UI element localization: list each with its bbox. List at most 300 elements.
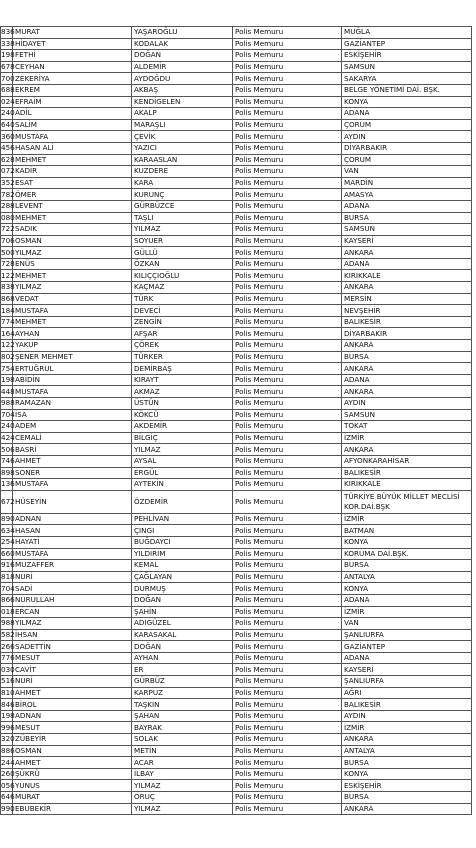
table-row: [1, 803, 472, 815]
table-row: [1, 490, 472, 513]
first-name-cell: NURİ: [13, 571, 132, 583]
first-name-cell: EBUBEKİR: [13, 803, 132, 815]
row-number-cell: 846: [1, 699, 15, 709]
first-name-cell: SADETTİN: [13, 641, 132, 653]
table-row: [1, 374, 472, 386]
row-number-cell: 506: [1, 444, 15, 454]
first-name-cell: RAMAZAN: [13, 398, 132, 410]
first-name-cell: HİDAYET: [13, 38, 132, 50]
table-row: [1, 768, 472, 780]
row-number-cell: 628: [1, 154, 15, 164]
rank-cell: Polis Memuru: [233, 142, 342, 154]
first-name-cell: ERTUĞRUL: [13, 363, 132, 375]
table-row: [1, 154, 472, 166]
last-name-cell: YILMAZ: [132, 780, 233, 792]
table-row: [1, 409, 472, 421]
first-name-cell: HASAN ALİ: [13, 142, 132, 154]
table-row: [1, 258, 472, 270]
row-number-cell: 266: [1, 641, 15, 651]
rank-cell: Polis Memuru: [233, 594, 342, 606]
row-number-cell: 122: [1, 340, 15, 350]
last-name-cell: AYHAN: [132, 652, 233, 664]
table-row: [1, 119, 472, 131]
rank-cell: Polis Memuru: [233, 722, 342, 734]
unit-cell: SAKARYA: [342, 73, 472, 85]
row-number-cell: 838: [1, 282, 15, 292]
first-name-cell: CEMALİ: [13, 432, 132, 444]
table-row: [1, 293, 472, 305]
last-name-cell: ACAR: [132, 757, 233, 769]
unit-cell: ESKİŞEHİR: [342, 50, 472, 62]
first-name-cell: ADEM: [13, 421, 132, 433]
first-name-cell: MEHMET: [13, 212, 132, 224]
unit-cell: ÇORUM: [342, 154, 472, 166]
first-name-cell: BİROL: [13, 699, 132, 711]
rank-cell: Polis Memuru: [233, 792, 342, 804]
first-name-cell: HASAN: [13, 525, 132, 537]
last-name-cell: ER: [132, 664, 233, 676]
first-name-cell: OSMAN: [13, 235, 132, 247]
rank-cell: Polis Memuru: [233, 513, 342, 525]
unit-cell: MARDİN: [342, 177, 472, 189]
first-name-cell: NURİ: [13, 676, 132, 688]
first-name-cell: EKREM: [13, 84, 132, 96]
last-name-cell: BAYRAK: [132, 722, 233, 734]
rank-cell: Polis Memuru: [233, 235, 342, 247]
table-row: [1, 282, 472, 294]
first-name-cell: ERCAN: [13, 606, 132, 618]
table-row: [1, 166, 472, 178]
unit-cell: BURSA: [342, 351, 472, 363]
last-name-cell: AKMAZ: [132, 386, 233, 398]
table-row: [1, 676, 472, 688]
table-row: [1, 224, 472, 236]
table-row: [1, 84, 472, 96]
last-name-cell: KÖKCÜ: [132, 409, 233, 421]
rank-cell: Polis Memuru: [233, 154, 342, 166]
row-number-cell: 018: [1, 606, 15, 616]
table-row: [1, 664, 472, 676]
table-row: [1, 316, 472, 328]
last-name-cell: AKDEMİR: [132, 421, 233, 433]
last-name-cell: BUĞDAYCI: [132, 536, 233, 548]
unit-cell: BURSA: [342, 792, 472, 804]
first-name-cell: OSMAN: [13, 745, 132, 757]
row-number-cell: 704: [1, 583, 15, 593]
rank-cell: Polis Memuru: [233, 398, 342, 410]
first-name-cell: YAKUP: [13, 340, 132, 352]
table-row: [1, 351, 472, 363]
last-name-cell: ALDEMİR: [132, 61, 233, 73]
first-name-cell: ABİDİN: [13, 374, 132, 386]
row-number-cell: 198: [1, 50, 15, 60]
row-number-cell: 456: [1, 143, 15, 153]
unit-cell: İZMİR: [342, 722, 472, 734]
row-number-cell: 746: [1, 456, 15, 466]
row-number-cell: 184: [1, 305, 15, 315]
table-row: [1, 177, 472, 189]
row-number-cell: 260: [1, 769, 15, 779]
first-name-cell: MEHMET: [13, 270, 132, 282]
unit-cell: KONYA: [342, 96, 472, 108]
row-number-cell: 782: [1, 189, 15, 199]
table-row: [1, 363, 472, 375]
first-name-cell: NURULLAH: [13, 594, 132, 606]
unit-cell: AYDIN: [342, 131, 472, 143]
last-name-cell: AKALP: [132, 108, 233, 120]
table-row: [1, 641, 472, 653]
row-number-cell: 360: [1, 131, 15, 141]
unit-cell: SAMSUN: [342, 61, 472, 73]
unit-cell: KONYA: [342, 768, 472, 780]
first-name-cell: MESUT: [13, 652, 132, 664]
first-name-cell: YILMAZ: [13, 618, 132, 630]
first-name-cell: ADİL: [13, 108, 132, 120]
table-row: [1, 792, 472, 804]
unit-cell: ADANA: [342, 258, 472, 270]
table-row: [1, 479, 472, 491]
rank-cell: Polis Memuru: [233, 305, 342, 317]
table-row: [1, 652, 472, 664]
row-number-cell: 802: [1, 351, 15, 361]
first-name-cell: SALİM: [13, 119, 132, 131]
row-number-cell: 988: [1, 618, 15, 628]
unit-cell: ADANA: [342, 200, 472, 212]
row-number-cell: 898: [1, 467, 15, 477]
rank-cell: Polis Memuru: [233, 351, 342, 363]
last-name-cell: YAŞAROĞLU: [132, 27, 233, 39]
row-number-cell: 288: [1, 201, 15, 211]
last-name-cell: KIRAYT: [132, 374, 233, 386]
row-number-cell: 706: [1, 235, 15, 245]
first-name-cell: CEYHAN: [13, 61, 132, 73]
row-number-cell: 424: [1, 433, 15, 443]
table-row: [1, 189, 472, 201]
first-name-cell: KADİR: [13, 166, 132, 178]
row-number-cell: 728: [1, 259, 15, 269]
last-name-cell: ŞAHAN: [132, 710, 233, 722]
last-name-cell: ÇINGI: [132, 525, 233, 537]
first-name-cell: MUSTAFA: [13, 305, 132, 317]
rank-cell: Polis Memuru: [233, 119, 342, 131]
unit-cell: ANKARA: [342, 363, 472, 375]
rank-cell: Polis Memuru: [233, 328, 342, 340]
rank-cell: Polis Memuru: [233, 374, 342, 386]
table-row: [1, 200, 472, 212]
row-number-cell: 448: [1, 386, 15, 396]
last-name-cell: DOĞAN: [132, 641, 233, 653]
row-number-cell: 352: [1, 178, 15, 188]
rank-cell: Polis Memuru: [233, 490, 342, 513]
table-row: [1, 386, 472, 398]
table-row: [1, 142, 472, 154]
row-number-cell: 516: [1, 676, 15, 686]
rank-cell: Polis Memuru: [233, 177, 342, 189]
unit-cell: BURSA: [342, 757, 472, 769]
first-name-cell: HÜSEYİN: [13, 490, 132, 513]
row-number-cell: 688: [1, 85, 15, 95]
row-number-cell: 136: [1, 479, 15, 489]
row-number-cell: 774: [1, 317, 15, 327]
last-name-cell: ORUÇ: [132, 792, 233, 804]
first-name-cell: ÖMER: [13, 189, 132, 201]
row-number-cell: 990: [1, 803, 15, 813]
row-number-cell: 704: [1, 409, 15, 419]
row-number-cell: 244: [1, 757, 15, 767]
unit-cell: KAYSERİ: [342, 235, 472, 247]
last-name-cell: GÜRBÜZCE: [132, 200, 233, 212]
last-name-cell: TÜRK: [132, 293, 233, 305]
last-name-cell: ÇEVİK: [132, 131, 233, 143]
rank-cell: Polis Memuru: [233, 536, 342, 548]
rank-cell: Polis Memuru: [233, 757, 342, 769]
first-name-cell: MUSTAFA: [13, 131, 132, 143]
first-name-cell: MUSTAFA: [13, 548, 132, 560]
last-name-cell: TAŞKIN: [132, 699, 233, 711]
table-row: [1, 571, 472, 583]
first-name-cell: SONER: [13, 467, 132, 479]
last-name-cell: METİN: [132, 745, 233, 757]
unit-cell: KIRIKKALE: [342, 479, 472, 491]
table-row: [1, 455, 472, 467]
rank-cell: Polis Memuru: [233, 745, 342, 757]
row-number-cell: 988: [1, 398, 15, 408]
row-number-cell: 320: [1, 734, 15, 744]
unit-cell: MERSİN: [342, 293, 472, 305]
unit-cell: ANTALYA: [342, 571, 472, 583]
row-number-cell: 240: [1, 421, 15, 431]
last-name-cell: TÜRKER: [132, 351, 233, 363]
unit-cell: ANTALYA: [342, 745, 472, 757]
unit-cell: İZMİR: [342, 432, 472, 444]
last-name-cell: KENDİGELEN: [132, 96, 233, 108]
last-name-cell: DOĞAN: [132, 50, 233, 62]
last-name-cell: KILIÇÇIOĞLU: [132, 270, 233, 282]
rank-cell: Polis Memuru: [233, 421, 342, 433]
rank-cell: Polis Memuru: [233, 409, 342, 421]
first-name-cell: MEHMET: [13, 154, 132, 166]
unit-cell: AFYONKARAHİSAR: [342, 455, 472, 467]
rank-cell: Polis Memuru: [233, 200, 342, 212]
first-name-cell: YILMAZ: [13, 247, 132, 259]
personnel-table-body: [1, 27, 472, 815]
table-row: [1, 247, 472, 259]
last-name-cell: AFŞAR: [132, 328, 233, 340]
unit-cell: ANKARA: [342, 340, 472, 352]
personnel-table: [0, 26, 472, 815]
table-row: [1, 108, 472, 120]
table-row: [1, 734, 472, 746]
last-name-cell: BİLGİÇ: [132, 432, 233, 444]
row-number-cell: 660: [1, 548, 15, 558]
table-row: [1, 328, 472, 340]
first-name-cell: ŞENER MEHMET: [13, 351, 132, 363]
unit-cell: BALIKESİR: [342, 467, 472, 479]
last-name-cell: AKBAŞ: [132, 84, 233, 96]
row-number-cell: 640: [1, 120, 15, 130]
last-name-cell: DEVECİ: [132, 305, 233, 317]
last-name-cell: KARAASLAN: [132, 154, 233, 166]
table-row: [1, 96, 472, 108]
first-name-cell: SADİ: [13, 583, 132, 595]
rank-cell: Polis Memuru: [233, 96, 342, 108]
last-name-cell: AYTEKİN: [132, 479, 233, 491]
rank-cell: Polis Memuru: [233, 386, 342, 398]
rank-cell: Polis Memuru: [233, 444, 342, 456]
table-row: [1, 421, 472, 433]
row-number-cell: 122: [1, 270, 15, 280]
rank-cell: Polis Memuru: [233, 618, 342, 630]
row-number-cell: 198: [1, 375, 15, 385]
table-row: [1, 745, 472, 757]
first-name-cell: ENÜS: [13, 258, 132, 270]
table-row: [1, 305, 472, 317]
first-name-cell: ADNAN: [13, 513, 132, 525]
row-number-cell: 836: [1, 27, 15, 37]
first-name-cell: MEHMET: [13, 316, 132, 328]
last-name-cell: KEMAL: [132, 560, 233, 572]
row-number-cell: 700: [1, 73, 15, 83]
row-number-cell: 890: [1, 514, 15, 524]
row-number-cell: 254: [1, 537, 15, 547]
last-name-cell: DURMUŞ: [132, 583, 233, 595]
table-row: [1, 687, 472, 699]
last-name-cell: YILMAZ: [132, 803, 233, 815]
unit-cell: AYDIN: [342, 398, 472, 410]
rank-cell: Polis Memuru: [233, 212, 342, 224]
table-row: [1, 27, 472, 39]
unit-cell: ANKARA: [342, 444, 472, 456]
last-name-cell: ŞAHİN: [132, 606, 233, 618]
row-number-cell: 868: [1, 293, 15, 303]
rank-cell: Polis Memuru: [233, 131, 342, 143]
last-name-cell: TAŞLI: [132, 212, 233, 224]
rank-cell: Polis Memuru: [233, 768, 342, 780]
rank-cell: Polis Memuru: [233, 432, 342, 444]
unit-cell: DİYARBAKIR: [342, 142, 472, 154]
unit-cell: KONYA: [342, 583, 472, 595]
rank-cell: Polis Memuru: [233, 479, 342, 491]
unit-cell: DİYARBAKIR: [342, 328, 472, 340]
row-number-cell: 722: [1, 224, 15, 234]
rank-cell: Polis Memuru: [233, 571, 342, 583]
rank-cell: Polis Memuru: [233, 316, 342, 328]
last-name-cell: KUZDERE: [132, 166, 233, 178]
row-number-cell: 866: [1, 595, 15, 605]
last-name-cell: YILMAZ: [132, 444, 233, 456]
unit-cell: BALIKESİR: [342, 316, 472, 328]
table-row: [1, 340, 472, 352]
first-name-cell: CAVİT: [13, 664, 132, 676]
unit-cell: ADANA: [342, 594, 472, 606]
table-row: [1, 432, 472, 444]
row-number-cell: 678: [1, 62, 15, 72]
unit-cell: BURSA: [342, 212, 472, 224]
rank-cell: Polis Memuru: [233, 676, 342, 688]
rank-cell: Polis Memuru: [233, 247, 342, 259]
rank-cell: Polis Memuru: [233, 224, 342, 236]
rank-cell: Polis Memuru: [233, 710, 342, 722]
unit-cell: ANKARA: [342, 386, 472, 398]
rank-cell: Polis Memuru: [233, 282, 342, 294]
rank-cell: Polis Memuru: [233, 73, 342, 85]
table-row: [1, 398, 472, 410]
unit-cell: KIRIKKALE: [342, 270, 472, 282]
last-name-cell: YILDIRIM: [132, 548, 233, 560]
rank-cell: Polis Memuru: [233, 50, 342, 62]
last-name-cell: DEMİRBAŞ: [132, 363, 233, 375]
rank-cell: Polis Memuru: [233, 641, 342, 653]
row-number-cell: 996: [1, 722, 15, 732]
last-name-cell: PEHLİVAN: [132, 513, 233, 525]
rank-cell: Polis Memuru: [233, 629, 342, 641]
first-name-cell: MUSTAFA: [13, 386, 132, 398]
unit-cell: AĞRI: [342, 687, 472, 699]
rank-cell: Polis Memuru: [233, 699, 342, 711]
rank-cell: Polis Memuru: [233, 455, 342, 467]
row-number-cell: 634: [1, 525, 15, 535]
unit-cell: SAMSUN: [342, 224, 472, 236]
rank-cell: Polis Memuru: [233, 340, 342, 352]
first-name-cell: BASRİ: [13, 444, 132, 456]
table-row: [1, 444, 472, 456]
first-name-cell: ZÜBEYİR: [13, 734, 132, 746]
first-name-cell: MURAT: [13, 792, 132, 804]
unit-cell: ANKARA: [342, 734, 472, 746]
row-number-cell: 776: [1, 653, 15, 663]
unit-cell: İZMİR: [342, 606, 472, 618]
last-name-cell: KARASAKAL: [132, 629, 233, 641]
table-row: [1, 235, 472, 247]
unit-cell: TOKAT: [342, 421, 472, 433]
row-number-cell: 030: [1, 664, 15, 674]
rank-cell: Polis Memuru: [233, 270, 342, 282]
unit-cell: BELGE YÖNETİMİ DAİ. BŞK.: [342, 84, 472, 96]
row-number-cell: 080: [1, 212, 15, 222]
table-row: [1, 548, 472, 560]
table-row: [1, 73, 472, 85]
rank-cell: Polis Memuru: [233, 687, 342, 699]
table-row: [1, 270, 472, 282]
unit-cell: ADANA: [342, 374, 472, 386]
row-number-cell: 646: [1, 792, 15, 802]
rank-cell: Polis Memuru: [233, 467, 342, 479]
table-row: [1, 513, 472, 525]
table-row: [1, 131, 472, 143]
unit-cell: ŞANLIURFA: [342, 629, 472, 641]
last-name-cell: ÖZDEMİR: [132, 490, 233, 513]
row-number-cell: 056: [1, 780, 15, 790]
last-name-cell: ÖZKAN: [132, 258, 233, 270]
unit-cell: ANKARA: [342, 247, 472, 259]
last-name-cell: GÜRBÜZ: [132, 676, 233, 688]
unit-cell: BURSA: [342, 560, 472, 572]
rank-cell: Polis Memuru: [233, 652, 342, 664]
first-name-cell: YUNUS: [13, 780, 132, 792]
rank-cell: Polis Memuru: [233, 27, 342, 39]
first-name-cell: ESAT: [13, 177, 132, 189]
unit-cell: TÜRKİYE BÜYÜK MİLLET MECLİSİ KOR.DAİ.BŞK: [342, 490, 472, 513]
unit-cell: MUĞLA: [342, 27, 472, 39]
last-name-cell: KAÇMAZ: [132, 282, 233, 294]
row-number-cell: 818: [1, 572, 15, 582]
row-number-cell: 338: [1, 38, 15, 48]
unit-cell: ÇORUM: [342, 119, 472, 131]
row-number-cell: 240: [1, 108, 15, 118]
row-number-cell: 072: [1, 166, 15, 176]
row-number-cell: 164: [1, 328, 15, 338]
first-name-cell: İHSAN: [13, 629, 132, 641]
